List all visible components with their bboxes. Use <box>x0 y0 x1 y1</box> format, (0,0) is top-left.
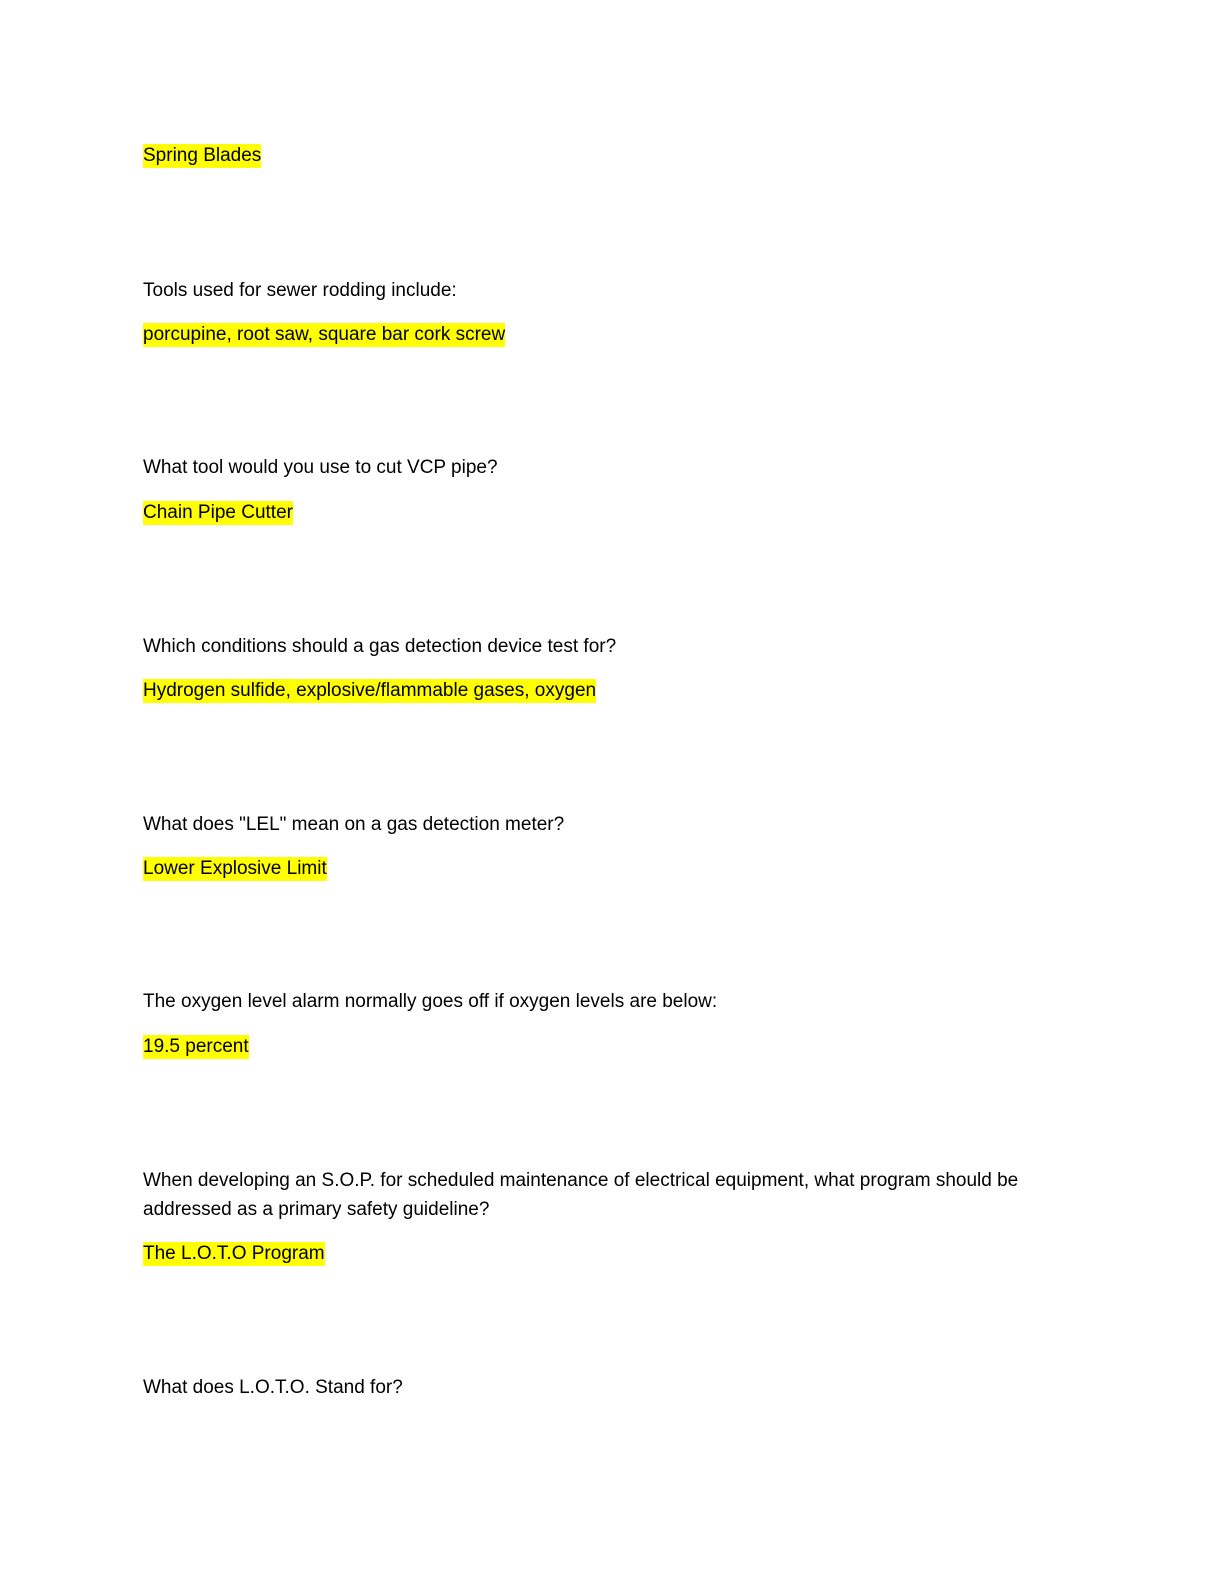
question-text: What does "LEL" mean on a gas detection meter? <box>143 814 565 835</box>
question-text: What tool would you use to cut VCP pipe? <box>143 457 498 478</box>
answer-text <box>143 320 505 349</box>
question-text: When developing an S.O.P. for scheduled maintenance of electrical equipment, what program should be addressed as a primary safety guideline? <box>143 1170 1019 1220</box>
answer-highlight: The L.O.T.O Program <box>143 1243 325 1264</box>
answer-highlight: Hydrogen sulfide, explosive/flammable gases, oxygen <box>143 680 597 701</box>
question-text: What does L.O.T.O. Stand for? <box>143 1377 403 1398</box>
answer-highlight: porcupine, root saw, square bar cork screw <box>143 324 506 345</box>
answer-highlight: Lower Explosive Limit <box>143 858 327 879</box>
answer-text <box>143 676 596 705</box>
answer-text <box>143 1239 325 1268</box>
answer-text <box>143 498 293 527</box>
answer-text <box>143 854 327 883</box>
question-text: Tools used for sewer rodding include: <box>143 280 457 301</box>
answer-highlight: 19.5 percent <box>143 1036 249 1057</box>
question-text: Which conditions should a gas detection device test for? <box>143 636 617 657</box>
question-text: The oxygen level alarm normally goes off if oxygen levels are below: <box>143 991 718 1012</box>
answer-highlight: Chain Pipe Cutter <box>143 502 293 523</box>
answer-text <box>143 1032 249 1061</box>
answer-highlight: Spring Blades <box>143 145 262 166</box>
answer-text <box>143 141 261 170</box>
